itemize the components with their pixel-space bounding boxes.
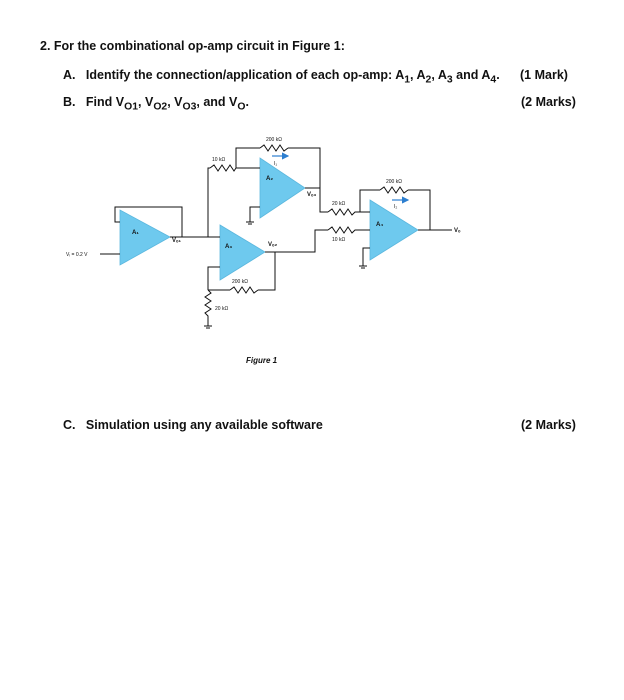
- a4-ground-icon: [359, 266, 367, 268]
- a2-feedback-left: [236, 148, 260, 168]
- circuit-figure: [60, 130, 480, 370]
- a4-feedback-resistor: [380, 187, 408, 193]
- current-i1-label: I₁: [274, 161, 278, 167]
- a4-feedback-res-label: 200 kΩ: [386, 179, 402, 185]
- figure-caption: Figure 1: [246, 356, 278, 365]
- vo1-label: Vₒ₁: [172, 238, 181, 244]
- input-voltage-label: Vᵢ = 0.2 V: [66, 252, 88, 258]
- a2-input-resistor: [210, 165, 260, 171]
- amp-a4-label: A₄: [376, 222, 384, 228]
- a4-input-resistor-top: [328, 209, 370, 215]
- question-title: 2. For the combinational op-amp circuit in Figure 1:: [40, 39, 345, 53]
- amp-a3: [220, 225, 265, 280]
- part-c-text: [63, 418, 323, 432]
- a3-ground-res-label: 20 kΩ: [215, 306, 229, 312]
- amp-a2-label: A₂: [266, 176, 273, 182]
- a3-feedback-resistor: [230, 287, 258, 293]
- a3-ground-icon: [204, 326, 212, 328]
- current-i2-label: I₂: [394, 204, 398, 210]
- a4-input-bottom-label: 10 kΩ: [332, 237, 346, 243]
- part-c-label: C.: [63, 418, 76, 432]
- part-c-marks: (2 Marks): [521, 418, 576, 432]
- a4-input-resistor-bottom: [328, 227, 370, 233]
- vo3-to-a4-wire: [320, 188, 328, 212]
- vo2-label: Vₒ₂: [268, 242, 278, 248]
- a3-feedback-res-label: 200 kΩ: [232, 279, 248, 285]
- part-b-text: [63, 95, 249, 113]
- a3-inverting-wire: [208, 267, 220, 290]
- part-b-marks: (2 Marks): [521, 95, 576, 109]
- amp-a1-label: A₁: [132, 230, 139, 236]
- vo3-label: Vₒ₃: [307, 192, 317, 198]
- a2-ground-icon: [246, 222, 254, 224]
- part-b-body: Find $V_{O1}$, $V_{O2}$, $V_{O3}$, and $V_O$.: [85, 95, 249, 113]
- amp-a3-label: A₃: [225, 244, 233, 250]
- a2-feedback-resistor: [260, 145, 288, 151]
- part-b-label: B.: [63, 95, 76, 109]
- vo2-to-a4-wire: [275, 230, 328, 252]
- part-c-body: Simulation using any available software: [85, 418, 323, 432]
- vo-label: Vₒ: [454, 228, 461, 234]
- amp-a2: [260, 158, 305, 218]
- amp-a1: [120, 210, 170, 265]
- a3-feedback-right: [258, 252, 275, 290]
- a2-ground-wire: [250, 207, 260, 222]
- part-a-body: Identify the connection/application of each op-amp: $A_1$, $A_2$, $A_3$ and $A_4$.: [85, 68, 500, 86]
- a2-input-wire: [208, 168, 210, 237]
- a2-input-res-label: 10 kΩ: [212, 157, 226, 163]
- part-a-text: [63, 68, 500, 86]
- a4-ground-wire: [363, 248, 370, 266]
- a3-ground-resistor: [205, 290, 211, 326]
- a4-input-top-label: 20 kΩ: [332, 201, 346, 207]
- a4-feedback-right: [408, 190, 430, 230]
- a2-feedback-res-label: 200 kΩ: [266, 137, 282, 143]
- part-a-label: A.: [63, 68, 76, 82]
- part-a-marks: (1 Mark): [520, 68, 568, 82]
